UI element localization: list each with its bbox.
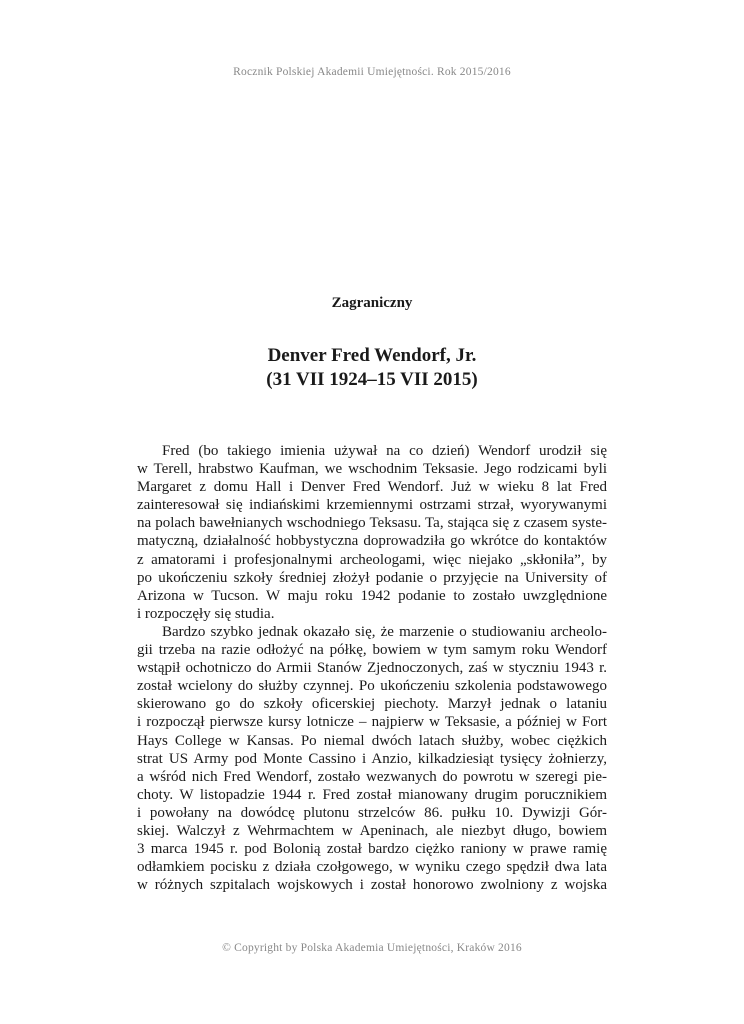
text-line: Arizona w Tucson. W maju roku 1942 podanie to zostało uwzględnione: [137, 587, 607, 604]
text-line: po ukończeniu szkoły średniej złożył podanie o przyjęcie na University of: [137, 569, 607, 586]
paragraph-1: [137, 442, 607, 623]
title-name: Denver Fred Wendorf, Jr.: [267, 345, 477, 366]
text-line: w Terell, hrabstwo Kaufman, we wschodnim Teksasie. Jego rodzicami byli: [137, 461, 607, 478]
text-line: Bardzo szybko jednak okazało się, że marzenie o studiowaniu archeolo-: [162, 623, 607, 640]
text-line: strat US Army pod Monte Cassino i Anzio, kilkadziesiąt tysięcy żołnierzy,: [137, 750, 607, 767]
text-line: został wcielony do służby czynnej. Po ukończeniu szkolenia podstawowego: [137, 678, 607, 695]
text-line: skiej. Walczył z Wehrmachtem w Apeninach, ale niezbyt długo, bowiem: [137, 822, 607, 839]
text-line: z amatorami i profesjonalnymi archeologami, więc niejako „skłoniła”, by: [137, 551, 607, 568]
text-line: odłamkiem pocisku z działa czołgowego, w wyniku czego spędził dwa lata: [137, 859, 607, 876]
title-dates: (31 VII 1924–15 VII 2015): [266, 369, 478, 390]
text-line: i rozpoczęły się studia.: [137, 605, 275, 622]
article-title: [0, 344, 744, 392]
text-line: matyczną, działalność hobbystyczna doprowadziła go wkrótce do kontaktów: [137, 533, 607, 550]
copyright-footer: © Copyright by Polska Akademia Umiejętności, Kraków 2016: [222, 942, 522, 954]
text-line: Margaret z domu Hall i Denver Fred Wendorf. Już w wieku 8 lat Fred: [137, 479, 607, 496]
text-line: skierowano go do szkoły oficerskiej piechoty. Marzył jednak o lataniu: [137, 696, 607, 713]
section-heading: Zagraniczny: [331, 295, 413, 311]
text-line: Hays College w Kansas. Po niemal dwóch latach służby, wobec ciężkich: [137, 732, 607, 749]
text-line: 3 marca 1945 r. pod Bolonią został bardzo ciężko raniony w prawe ramię: [137, 841, 607, 858]
paragraph-2: [137, 623, 607, 894]
text-line: wstąpił ochotniczo do Armii Stanów Zjednoczonych, zaś w styczniu 1943 r.: [137, 660, 607, 677]
text-line: choty. W listopadzie 1944 r. Fred został mianowany drugim porucznikiem: [137, 786, 607, 803]
text-line: i powołany na dowódcę plutonu strzelców 86. pułku 10. Dywizji Gór-: [137, 804, 607, 821]
text-line: i rozpoczął pierwsze kursy lotnicze – najpierw w Teksasie, a później w Fort: [137, 714, 607, 731]
text-line: zainteresował się indiańskimi krzemiennymi ostrzami strzał, wyorywanymi: [137, 497, 607, 514]
text-line: Fred (bo takiego imienia używał na co dzień) Wendorf urodził się: [162, 443, 607, 459]
text-line: a wśród nich Fred Wendorf, zostało wezwanych do powrotu w szeregi pie-: [137, 768, 607, 785]
text-line: na polach bawełnianych wschodniego Teksasu. Ta, stająca się z czasem syste-: [137, 515, 607, 532]
text-line: w różnych szpitalach wojskowych i został honorowo zwolniony z wojska: [137, 877, 607, 894]
text-line: gii trzeba na razie odłożyć na półkę, bowiem w tym samym roku Wendorf: [137, 642, 607, 659]
article-body: [137, 442, 607, 894]
running-head: Rocznik Polskiej Akademii Umiejętności. Rok 2015/2016: [233, 66, 511, 78]
